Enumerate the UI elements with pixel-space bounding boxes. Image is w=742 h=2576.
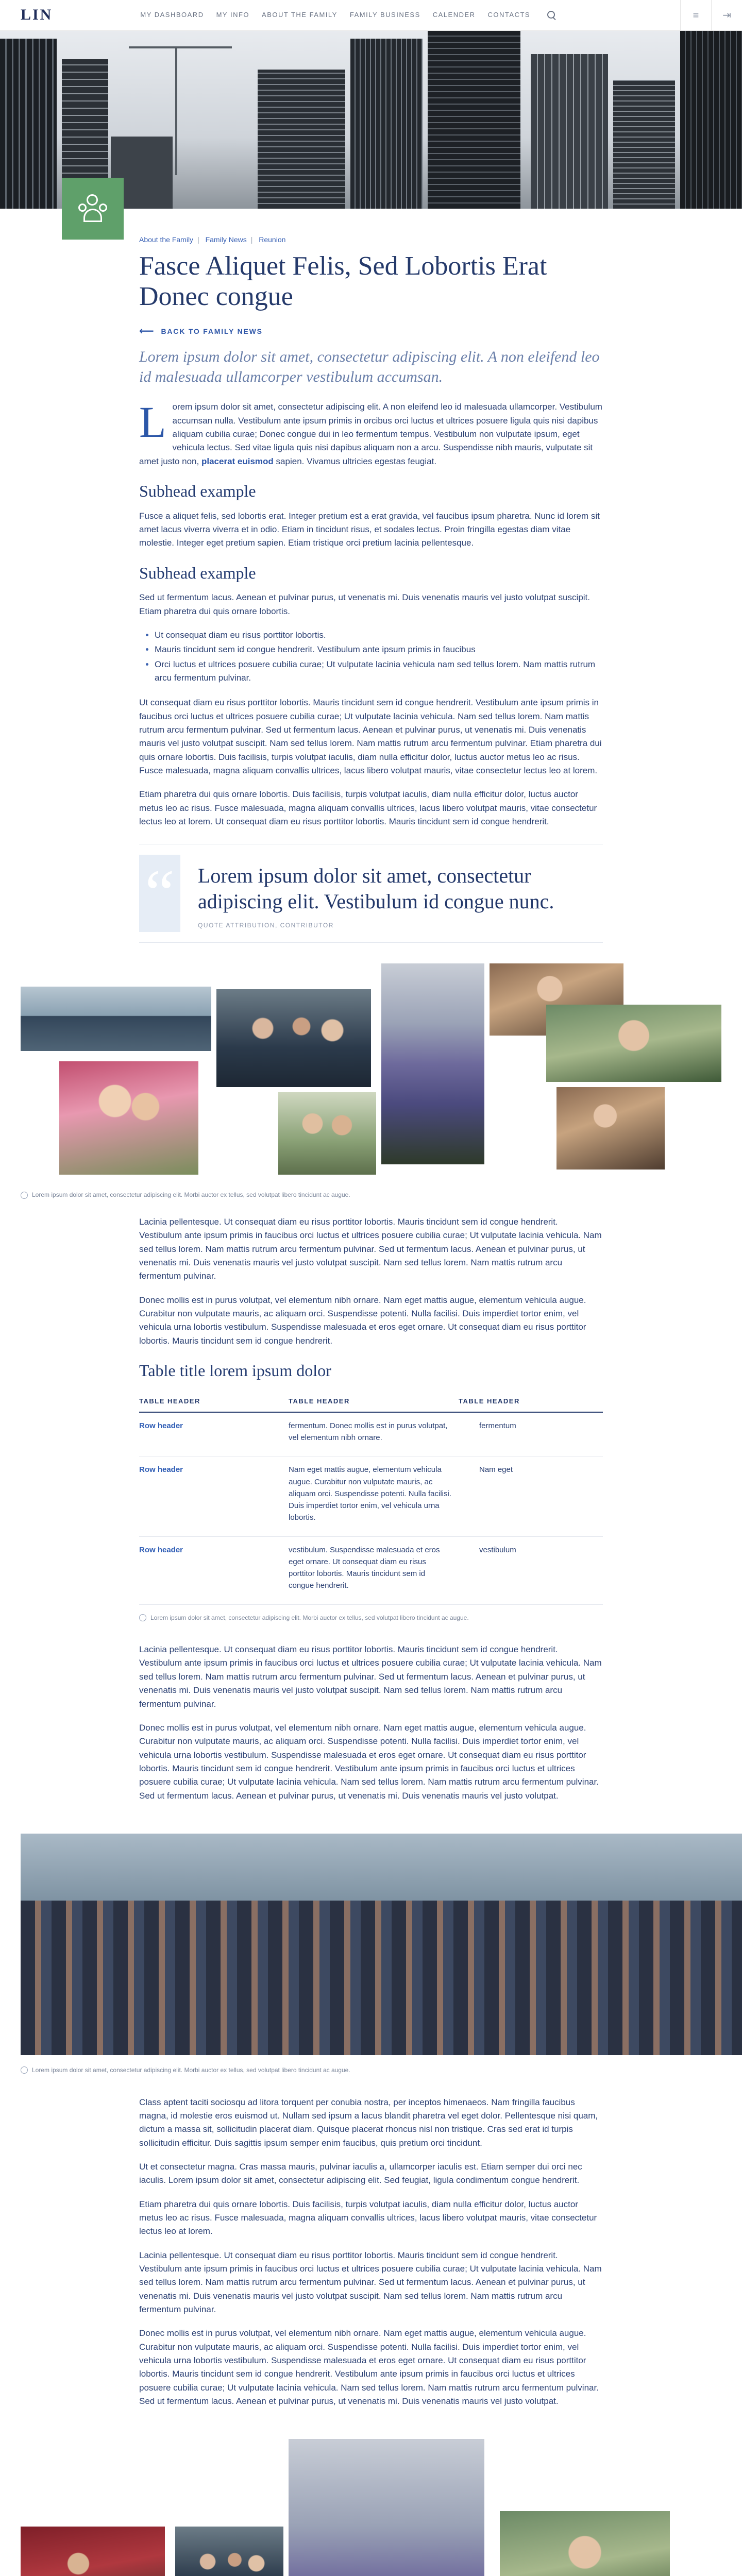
caption-info-icon [21, 2066, 28, 2074]
table-row [139, 1456, 603, 1536]
row-header: Row header [139, 1412, 289, 1456]
nav-calender[interactable]: CALENDER [432, 11, 476, 19]
hero-building [531, 54, 608, 209]
breadcrumb-separator: | [250, 235, 253, 244]
lead-paragraph: Lorem ipsum dolor sit amet, consectetur adipiscing elit. A non eleifend leo id malesuada ullamcorper vestibulum accumsan. [139, 348, 600, 386]
intro-text: orem ipsum dolor sit amet, consectetur adipiscing elit. A non eleifend leo id malesuada ullamcorper. Vestibulum accumsan nulla. Vestibulum ante ipsum primis in orcibus orci luctus et ultrices posuere ligula quis nisi dapibus aliquam cubilia curae; Donec congue dui in leo fermentum tempus. Vestibulum non vulputate ipsum, eget vehicula lectus. Sed vitae ligula quis nisi dapibus aliquam non a arcu. Suspendisse nibh mauris, vulputate sit amet justo non, [139, 402, 602, 466]
family-badge [62, 178, 124, 240]
gallery-photo[interactable] [59, 1061, 198, 1175]
nav-contacts[interactable]: CONTACTS [487, 11, 531, 19]
quote-attribution: QUOTE ATTRIBUTION, CONTRIBUTOR [198, 922, 334, 929]
caption-info-icon [139, 1614, 146, 1621]
body-paragraph: Ut et consectetur magna. Cras massa mauris, pulvinar iaculis a, ullamcorper iaculis est. Etiam semper dui orci nec iaculis. Lorem ipsum dolor sit amet, consectetur adipiscing elit. Sed feugiat, ligula condimentum congue hendrerit. [139, 2161, 582, 2185]
subhead-2-text: Sed ut fermentum lacus. Aenean et pulvinar purus, ut venenatis mi. Duis venenatis mauris vel justo volutpat suscipit. Etiam pharetra dui quis ornare lobortis. [139, 592, 591, 616]
table-cell: fermentum [459, 1412, 603, 1456]
nav-my-info[interactable]: MY INFO [216, 11, 250, 19]
hero-crane [175, 46, 177, 175]
caption-info-icon [21, 1192, 28, 1199]
list-item: • Orci luctus et ultrices posuere cubilia curae; Ut vulputate lacinia vehicula nam sed tellus lorem. Nam mattis rutrum arcu fermentum pulvinar. [155, 658, 603, 685]
drop-cap: L [139, 397, 166, 447]
row-header: Row header [139, 1456, 289, 1536]
quote-text: Lorem ipsum dolor sit amet, consectetur adipiscing elit. Vestibulum id congue nunc. [198, 864, 554, 913]
breadcrumb-reunion[interactable]: Reunion [259, 235, 286, 244]
table-header: TABLE HEADER [459, 1391, 603, 1412]
hero-building [350, 39, 423, 209]
gallery-photo-sky [21, 1834, 742, 1901]
gallery-photo[interactable] [381, 963, 484, 1164]
list-item: • Mauris tincidunt sem id congue hendrerit. Vestibulum ante ipsum primis in faucibus [155, 643, 603, 656]
body-paragraph: Donec mollis est in purus volutpat, vel elementum nibh ornare. Nam eget mattis augue, elementum vehicula augue. Curabitur non vulputate mauris, ac aliquam orci. Suspendisse potenti. Nulla facilisi. Duis imperdiet tortor enim, vel vehicula urna lobortis vestibulum. Suspendisse malesuada et eros eget ornare. Ut consequat diam eu risus porttitor lobortis. Mauris tincidunt sem id congue hendrerit. [139, 1295, 586, 1346]
back-to-family-news-link[interactable] [139, 324, 603, 340]
nav-my-dashboard[interactable]: MY DASHBOARD [140, 11, 204, 19]
body-paragraph: Lacinia pellentesque. Ut consequat diam eu risus porttitor lobortis. Mauris tincidunt sem id congue hendrerit. Vestibulum ante ipsum primis in faucibus orci luctus et ultrices posuere cubilia curae; Ut vulputate lacinia vehicula. Nam sed tellus lorem. Nam mattis rutrum arcu fermentum pulvinar. Sed ut fermentum lacus. Aenean et pulvinar purus, ut venenatis mi. Duis venenatis mauris vel justo volutpat suscipit. Nam sed tellus lorem. Nam mattis rutrum arcu fermentum pulvinar. [139, 2250, 602, 2314]
subhead-2: Subhead example [139, 563, 256, 582]
main-nav [140, 10, 530, 20]
page-title: Fasce Aliquet Felis, Sed Lobortis Erat Donec congue [139, 251, 547, 312]
gallery-photo[interactable] [21, 2527, 165, 2576]
photo-gallery-2 [0, 1834, 742, 2055]
breadcrumb-family-news[interactable]: Family News [205, 235, 247, 244]
data-table [139, 1391, 603, 1605]
intro-inline-link[interactable]: placerat euismod [201, 456, 274, 466]
table-cell: fermentum. Donec mollis est in purus volutpat, vel elementum nibh ornare. [289, 1412, 459, 1456]
gallery-photo[interactable] [278, 1092, 376, 1175]
bullet-list [155, 629, 603, 685]
gallery-photo[interactable] [21, 1901, 742, 2055]
body-paragraph: Lacinia pellentesque. Ut consequat diam eu risus porttitor lobortis. Mauris tincidunt sem id congue hendrerit. Vestibulum ante ipsum primis in faucibus orci luctus et ultrices posuere cubilia curae; Ut vulputate lacinia vehicula. Nam sed tellus lorem. Nam mattis rutrum arcu fermentum pulvinar. Sed ut fermentum lacus. Aenean et pulvinar purus, ut venenatis mi. Duis venenatis mauris vel justo volutpat suscipit. Nam sed tellus lorem. Nam mattis rutrum arcu fermentum pulvinar. [139, 1216, 602, 1281]
hero-building [258, 70, 345, 209]
nav-family-business[interactable]: FAMILY BUSINESS [349, 11, 420, 19]
table-cell: Nam eget [459, 1456, 603, 1536]
body-paragraph: Etiam pharetra dui quis ornare lobortis. Duis facilisis, turpis volutpat iaculis, diam nulla efficitur dolor, luctus auctor metus leo ac risus. Fusce malesuada, magna aliquam convallis ultrices, lacus libero volutpat mauris, vitae consectetur lectus leo at lorem. [139, 2199, 597, 2236]
body-paragraph: Donec mollis est in purus volutpat, vel elementum nibh ornare. Nam eget mattis augue, elementum vehicula augue. Curabitur non vulputate mauris, ac aliquam orci. Suspendisse potenti. Nulla facilisi. Duis imperdiet tortor enim, vel vehicula urna lobortis vestibulum. Suspendisse malesuada et eros eget ornare. Ut consequat diam eu risus porttitor lobortis. Mauris tincidunt sem id congue hendrerit. Vestibulum ante ipsum primis in faucibus orci luctus et ultrices posuere cubilia curae; Ut vulputate lacinia vehicula. Nam sed tellus lorem. Nam mattis rutrum arcu fermentum pulvinar. Sed ut fermentum lacus. Aenean et pulvinar purus, ut venenatis mi. Duis venenatis mauris vel justo volutpat. [139, 1722, 599, 1801]
arrow-left-icon: ⟵ [139, 326, 155, 337]
quote-mark-icon: “ [139, 855, 180, 932]
gallery-photo[interactable] [546, 1005, 721, 1082]
body-paragraph: Class aptent taciti sociosqu ad litora torquent per conubia nostra, per inceptos himenaeos. Nam fringilla faucibus magna, id molestie eros euismod ut. Nullam sed ipsum a lacus blandit pharetra vel eget dolor. Pellentesque nisi quam, dictum a massa sit, sollicitudin placerat diam. Quisque placerat rhoncus nisl non tristique. Cras sed erat id turpis sollicitudin efficitur. Duis sagittis ipsum semper enim faucibus, quis pretium orci tincidunt. [139, 2097, 598, 2148]
subhead-1: Subhead example [139, 482, 256, 500]
breadcrumb-separator: | [197, 235, 199, 244]
hero-building [428, 31, 520, 209]
table-cell: Nam eget mattis augue, elementum vehicula augue. Curabitur non vulputate mauris, ac aliquam orci. Suspendisse potenti. Nulla facilisi. Duis imperdiet tortor enim, vel vehicula urna lobortis. [289, 1456, 459, 1536]
list-item: • Ut consequat diam eu risus porttitor lobortis. [155, 629, 603, 642]
body-paragraph: Donec mollis est in purus volutpat, vel elementum nibh ornare. Nam eget mattis augue, elementum vehicula augue. Curabitur non vulputate mauris, ac aliquam orci. Suspendisse potenti. Nulla facilisi. Duis imperdiet tortor enim, vel vehicula urna lobortis vestibulum. Suspendisse malesuada et eros eget ornare. Ut consequat diam eu risus porttitor lobortis. Mauris tincidunt sem id congue hendrerit. Vestibulum ante ipsum primis in faucibus orci luctus et ultrices posuere cubilia curae; Ut vulputate lacinia vehicula. Nam sed tellus lorem. Nam mattis rutrum arcu fermentum pulvinar. Sed ut fermentum lacus. Aenean et pulvinar purus, ut venenatis mi. Duis venenatis mauris vel justo volutpat. [139, 2328, 599, 2406]
hero-crane-arm [129, 46, 232, 48]
gallery-photo[interactable] [556, 1087, 665, 1170]
table-title: Table title lorem ipsum dolor [139, 1361, 331, 1380]
table-cell: vestibulum. Suspendisse malesuada et eros eget ornare. Ut consequat diam eu risus porttitor lobortis. Mauris tincidunt sem id congue hendrerit. [289, 1536, 459, 1604]
table-header-row [139, 1391, 603, 1412]
gallery-photo[interactable] [175, 2527, 283, 2576]
gallery-photo[interactable] [216, 989, 371, 1087]
table-cell: vestibulum [459, 1536, 603, 1604]
gallery-photo[interactable] [21, 987, 211, 1051]
gallery-photo[interactable] [500, 2511, 670, 2576]
back-link-label: BACK TO FAMILY NEWS [161, 327, 263, 335]
subhead-1-text: Fusce a aliquet felis, sed lobortis erat. Integer pretium est a erat gravida, vel faucibus ipsum pharetra. Nunc id lorem sit amet lacus viverra viverra et in odio. Etiam in tincidunt risus, et sodales lectus. Proin fringilla egestas diam vitae molestie. Integer eget pretium sapien. Etiam tristique orci pretium lacinia pellentesque. [139, 511, 600, 548]
gallery-2-caption [21, 2065, 742, 2075]
table-note-text: Lorem ipsum dolor sit amet, consectetur adipiscing elit. Morbi auctor ex tellus, sed volutpat libero tincidunt ac augue. [150, 1614, 469, 1621]
table-header: TABLE HEADER [289, 1391, 459, 1412]
intro-tail-text: sapien. Vivamus ultricies egestas feugiat. [276, 456, 437, 466]
gallery-photo[interactable] [289, 2439, 484, 2576]
pull-quote [139, 844, 603, 943]
hero-building [613, 80, 675, 209]
hero-building [680, 31, 742, 209]
body-paragraph: Lacinia pellentesque. Ut consequat diam eu risus porttitor lobortis. Mauris tincidunt sem id congue hendrerit. Vestibulum ante ipsum primis in faucibus orci luctus et ultrices posuere cubilia curae; Ut vulputate lacinia vehicula. Nam sed tellus lorem. Nam mattis rutrum arcu fermentum pulvinar. Sed ut fermentum lacus. Aenean et pulvinar purus, ut venenatis mi. Duis venenatis mauris vel justo volutpat suscipit. Nam sed tellus lorem. Nam mattis rutrum arcu fermentum pulvinar. [139, 1645, 602, 1709]
photo-gallery-3 [0, 2439, 742, 2576]
table-row [139, 1536, 603, 1604]
row-header: Row header [139, 1536, 289, 1604]
table-row [139, 1412, 603, 1456]
table-header: TABLE HEADER [139, 1391, 289, 1412]
article [139, 209, 603, 943]
search-icon[interactable] [547, 10, 557, 21]
body-paragraph: Ut consequat diam eu risus porttitor lobortis. Mauris tincidunt sem id congue hendrerit. Vestibulum ante ipsum primis in faucibus orci luctus et ultrices posuere cubilia curae; Ut vulputate lacinia vehicula. Nam sed tellus lorem. Nam mattis rutrum arcu fermentum pulvinar. Sed ut fermentum lacus. Aenean et pulvinar purus, ut venenatis mi. Duis venenatis mauris vel justo volutpat suscipit. Nam sed tellus lorem. Nam mattis rutrum arcu fermentum pulvinar. Etiam pharetra dui quis ornare lobortis. Duis facilisis, turpis volutpat iaculis, diam nulla efficitur dolor, luctus auctor metus leo ac risus. Fusce malesuada, magna aliquam convallis ultrices, lacus libero volutpat mauris, vitae consectetur lectus leo at lorem. [139, 698, 602, 775]
gallery-1-caption [21, 1190, 742, 1200]
header-actions [680, 0, 742, 31]
breadcrumb [139, 234, 603, 246]
table-note [139, 1613, 603, 1623]
nav-about-the-family[interactable]: ABOUT THE FAMILY [262, 11, 338, 19]
photo-gallery-1 [0, 963, 742, 1180]
menu-icon[interactable]: ≡ [680, 0, 711, 31]
breadcrumb-about-the-family[interactable]: About the Family [139, 235, 194, 244]
intro-paragraph [139, 397, 603, 468]
article-continued-2 [139, 2096, 603, 2409]
family-icon [77, 193, 108, 224]
hero-building [0, 39, 57, 209]
logo[interactable]: LIN [21, 6, 53, 24]
article-continued-1 [139, 1215, 603, 1803]
caption-text: Lorem ipsum dolor sit amet, consectetur adipiscing elit. Morbi auctor ex tellus, sed volutpat libero tincidunt ac augue. [32, 1191, 350, 1199]
site-header [0, 0, 742, 31]
sign-out-icon[interactable]: ⇥ [711, 0, 742, 31]
body-paragraph: Etiam pharetra dui quis ornare lobortis. Duis facilisis, turpis volutpat iaculis, diam nulla efficitur dolor, luctus auctor metus leo ac risus. Fusce malesuada, magna aliquam convallis ultrices, lacus libero volutpat mauris, vitae consectetur lectus leo at lorem. Ut consequat diam eu risus porttitor lobortis. Mauris tincidunt sem id congue hendrerit. [139, 789, 597, 827]
caption-text: Lorem ipsum dolor sit amet, consectetur adipiscing elit. Morbi auctor ex tellus, sed volutpat libero tincidunt ac augue. [32, 2066, 350, 2074]
